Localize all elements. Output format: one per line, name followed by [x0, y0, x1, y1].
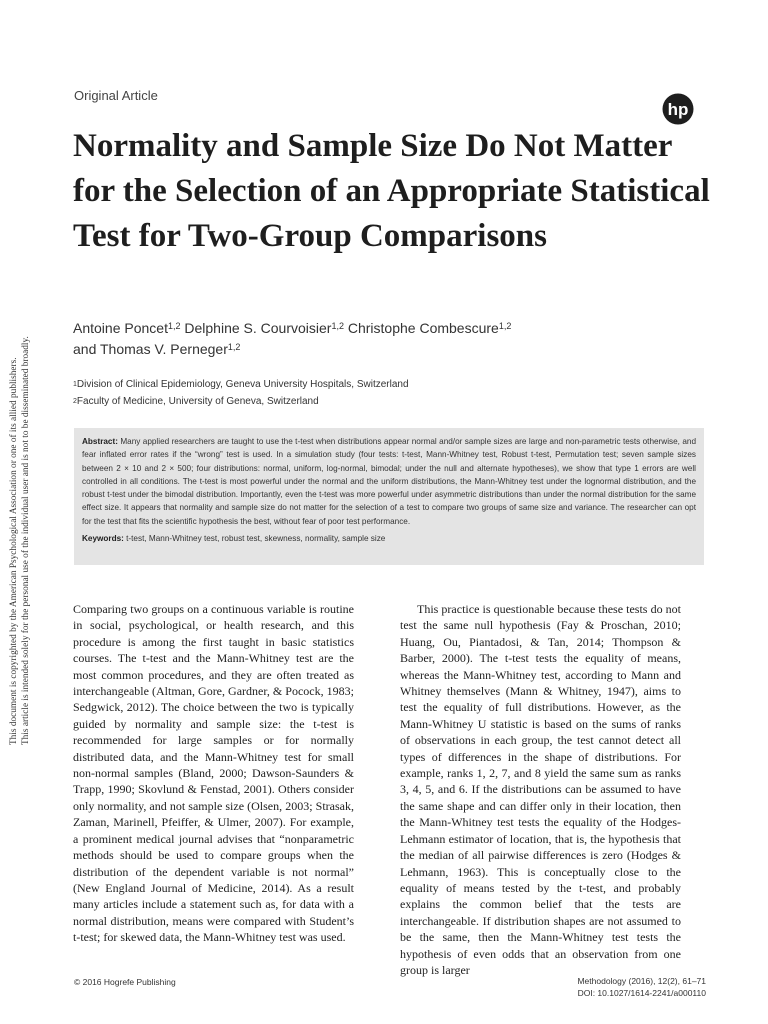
keywords-label: Keywords: — [82, 534, 124, 544]
abstract-label: Abstract: — [82, 437, 118, 446]
author-affiliation-marker: 1,2 — [498, 321, 512, 331]
keywords — [82, 532, 696, 545]
copyright-side-note — [8, 285, 44, 745]
doi: DOI: 10.1027/1614-2241/a000110 — [577, 988, 706, 998]
article-type: Original Article — [74, 88, 158, 103]
keywords-text: t-test, Mann-Whitney test, robust test, skewness, normality, sample size — [126, 534, 386, 544]
affiliation-number: 1 — [73, 381, 77, 388]
author-name: and Thomas V. Perneger — [73, 341, 228, 357]
article-title: Normality and Sample Size Do Not Matter for the Selection of an Appropriate Statistical Test for Two-Group Comparisons — [73, 128, 710, 254]
author-affiliation-marker: 1,2 — [167, 321, 181, 331]
author-name: Christophe Combescure — [347, 320, 499, 336]
abstract-text: Many applied researchers are taught to use the t-test when distributions appear normal and/or sample sizes are large and non-parametric tests otherwise, and fear inflated error rates if the “wrong” test is used. In a simulation study (four tests: t-test, Mann-Whitney test, Robust t-test, Permutation test; seven sample sizes between 2 × 10 and 2 × 500; four distributions: normal, uniform, log-normal, bimodal; under the null and alternate hypotheses), we show that type 1 errors are well controlled in all conditions. The t-test is most powerful under the normal and the uniform distributions, the Mann-Whitney test under the lognormal distribution, and the robust t-test under the bimodal distribution. Importantly, even the t-test was more powerful under asymmetric distributions than under the normal distribution for the same effect size. It appears that normality and sample size do not matter for the selection of a test to compare two groups of same size and variance. The researcher can opt for the test that fits the scientific hypothesis the best, without fear of poor test performance. — [82, 437, 696, 526]
body-paragraph: Comparing two groups on a continuous variable is routine in social, psychological, or health research, and this procedure is among the first taught in basic statistics courses. The t-test and the Mann-Whitney test are the most common procedures, and they are often treated as interchangeable (Altman, Gore, Gardner, & Pocock, 1983; Sedgwick, 2012). The choice between the two is typically guided by normality and sample size: the t-test is recommended for large samples or for normally distributed data, and the Mann-Whitney test for small non-normal samples (Bland, 2000; Dawson-Saunders & Trapp, 1990; Skovlund & Fenstad, 2001). Others consider only normality, and not sample size (Olsen, 2003; Strasak, Zaman, Marinell, Pfeiffer, & Ulmer, 2007). For example, a prominent medical journal advises that “nonparametric methods should be used to compare groups when the distribution of the dependent variable is not normal” (New England Journal of Medicine, 2014). As a result many articles include a statement such as, for data with a normal distribution, means were compared with Student’s t-test; for skewed data, the Mann-Whitney test was used. — [73, 602, 354, 945]
footer-copyright: © 2016 Hogrefe Publishing — [74, 977, 176, 987]
journal-citation: Methodology (2016), 12(2), 61–71 — [577, 976, 706, 986]
author-affiliation-marker: 1,2 — [227, 342, 241, 352]
author-list — [73, 318, 713, 360]
abstract — [82, 435, 696, 528]
affiliation-number: 2 — [73, 398, 77, 405]
side-note-line-1: This document is copyrighted by the American Psychological Association or one of its allied publishers. — [9, 357, 19, 745]
footer-citation-block — [577, 975, 706, 999]
author-name: Delphine S. Courvoisier — [184, 320, 332, 336]
author-affiliation-marker: 1,2 — [331, 321, 344, 331]
body-column-left — [73, 601, 354, 946]
author-name: Antoine Poncet — [73, 320, 168, 336]
abstract-box — [74, 428, 704, 565]
affiliation — [73, 378, 713, 392]
publisher-logo-icon — [662, 93, 694, 125]
affiliation-text: Division of Clinical Epidemiology, Geneva University Hospitals, Switzerland — [76, 379, 409, 390]
body-paragraph: This practice is questionable because these tests do not test the same null hypothesis (Fay & Proschan, 2010; Huang, Ou, Piantadosi, & Tan, 2014; Thompson & Barber, 2000). The t-test tests the equality of means, whereas the Mann-Whitney test, according to Mann and Whitney themselves (Mann & Whitney, 1947), aims to test the equality of full distributions. However, as the Mann-Whitney U statistic is based on the sums of ranks of observations in each group, the test cannot detect all types of differences in the shape of distributions. For example, ranks 1, 2, 7, and 8 yield the same sum as ranks 3, 4, 5, and 6. If the distributions can be assumed to have the same shape and can differ only in their location, then the Mann-Whitney test tests the equality of the Hodges-Lehmann estimator of location, that is, the hypothesis that the median of all pairwise differences is zero (Hodges & Lehmann, 1963). This is conceptually close to the equality of means tested by the t-test, and probably explains the common belief that the tests are interchangeable. If distribution shapes are not assumed to be the same, then the Mann-Whitney test tests the hypothesis of even odds that an observation from one group is larger — [400, 602, 681, 977]
side-note-line-2: This article is intended solely for the personal use of the individual user and is not to be disseminated broadly. — [21, 336, 31, 745]
body-column-right — [400, 601, 681, 978]
logo-text: hp — [667, 100, 689, 119]
affiliation — [73, 395, 713, 409]
affiliation-text: Faculty of Medicine, University of Geneva, Switzerland — [76, 396, 319, 407]
